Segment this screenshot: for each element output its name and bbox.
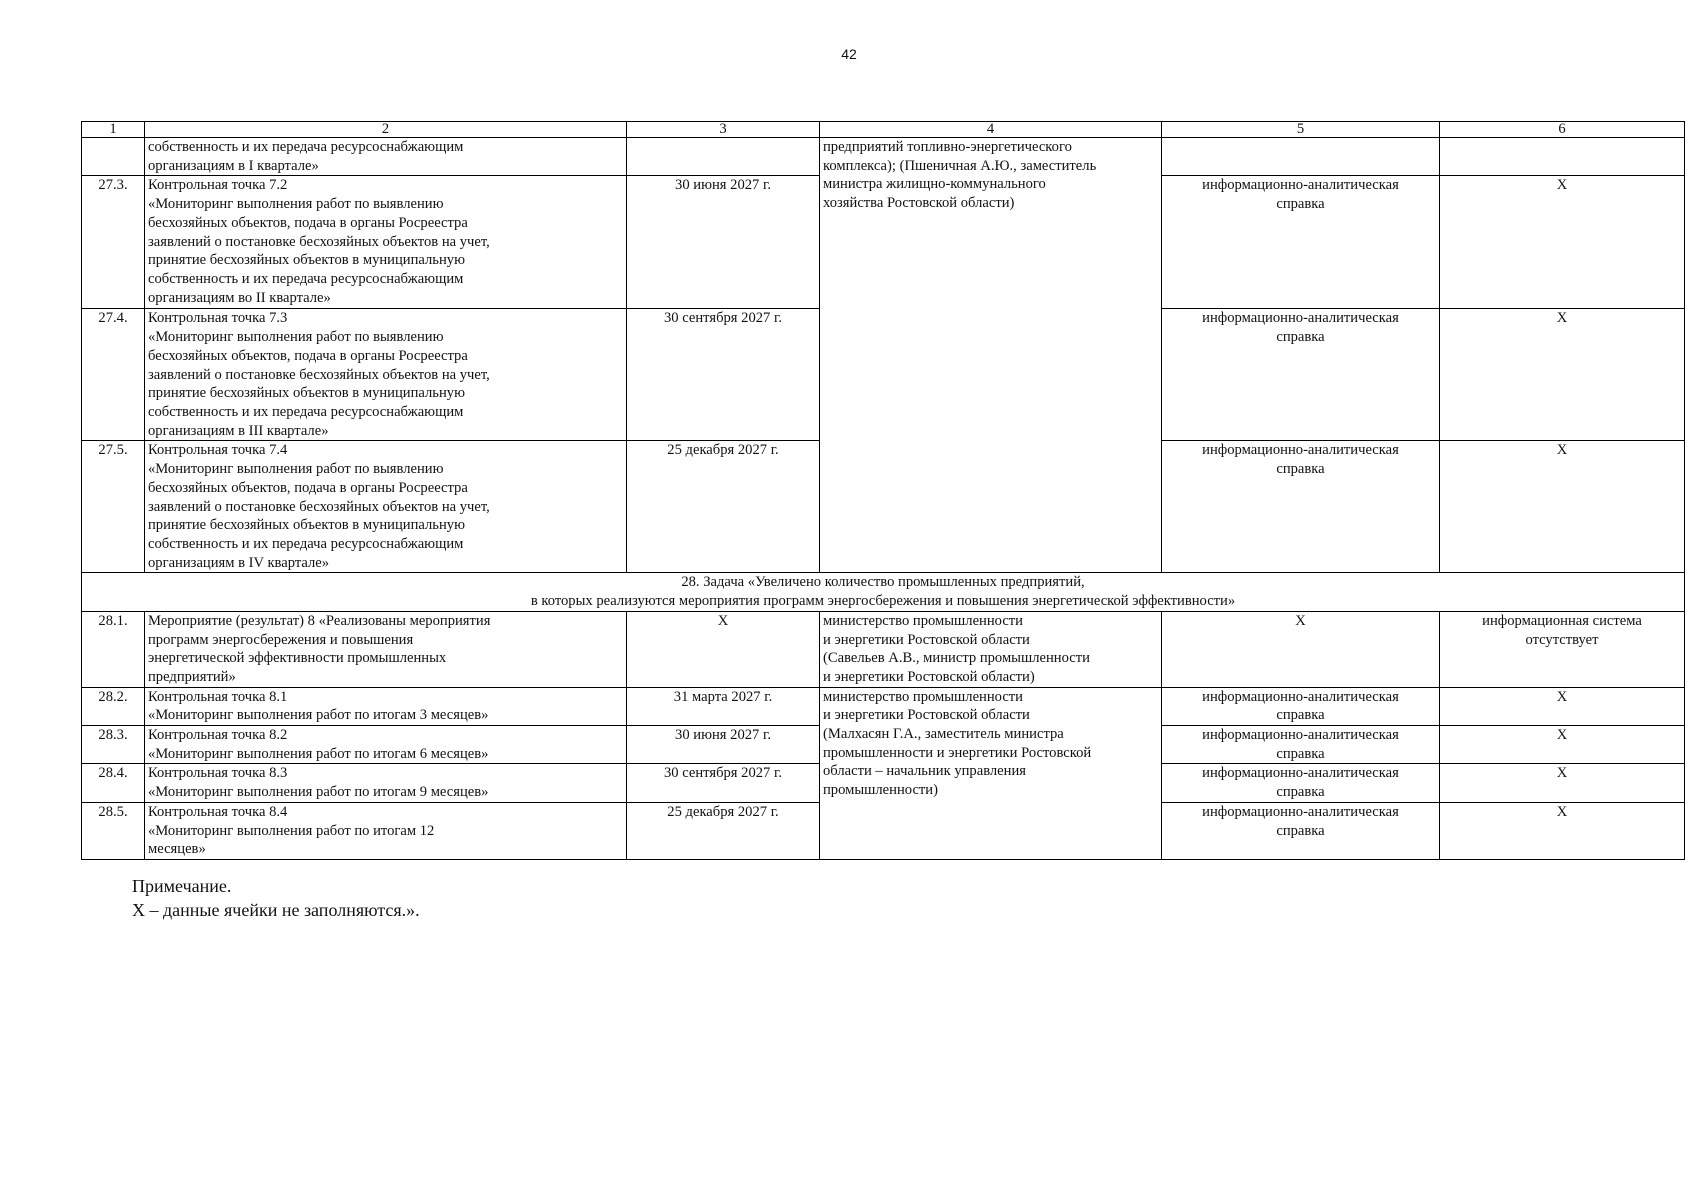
note-title: Примечание. — [132, 876, 232, 896]
column-header-2: 2 — [145, 122, 627, 138]
cell-responsible: министерство промышленности и энергетики Ростовской области (Малхасян Г.А., заместитель министра промышленности и энергетики Ростовской области – начальник управления промышленности) — [820, 687, 1162, 859]
page-number: 42 — [841, 46, 857, 62]
task-28-title: 28. Задача «Увеличено количество промышленных предприятий, в которых реализуются мероприятия программ энергосбережения и повышения энергетической эффективности» — [82, 573, 1685, 611]
column-header-5: 5 — [1162, 122, 1440, 138]
cell-num: 28.4. — [82, 764, 145, 802]
cell-document: X — [1162, 611, 1440, 687]
cell-description: Контрольная точка 8.2 «Мониторинг выполнения работ по итогам 6 месяцев» — [145, 726, 627, 764]
cell-info-system — [1440, 138, 1685, 176]
note-block — [132, 874, 420, 922]
column-header-row — [82, 122, 1685, 138]
measures-table — [81, 121, 1685, 860]
cell-num: 28.3. — [82, 726, 145, 764]
cell-num: 28.5. — [82, 802, 145, 859]
cell-num — [82, 138, 145, 176]
table-row-continuation — [82, 138, 1685, 176]
column-header-6: 6 — [1440, 122, 1685, 138]
column-header-4: 4 — [820, 122, 1162, 138]
cell-document: информационно-аналитическая справка — [1162, 309, 1440, 441]
task-row-28 — [82, 573, 1685, 611]
cell-description: Контрольная точка 8.1 «Мониторинг выполнения работ по итогам 3 месяцев» — [145, 687, 627, 725]
cell-document: информационно-аналитическая справка — [1162, 176, 1440, 309]
cell-description: Контрольная точка 7.3 «Мониторинг выполнения работ по выявлению бесхозяйных объектов, подача в органы Росреестра заявлений о постановке бесхозяйных объектов на учет, принятие бесхозяйных объектов в муниципальную собственность и их передача ресурсоснабжающим организациям в III квартале» — [145, 309, 627, 441]
cell-responsible: министерство промышленности и энергетики Ростовской области (Савельев А.В., министр промышленности и энергетики Ростовской области) — [820, 611, 1162, 687]
note-text: X – данные ячейки не заполняются.». — [132, 900, 420, 920]
column-header-1: 1 — [82, 122, 145, 138]
cell-num: 28.1. — [82, 611, 145, 687]
cell-deadline: 31 марта 2027 г. — [627, 687, 820, 725]
cell-info-system: X — [1440, 802, 1685, 859]
cell-deadline: 30 сентября 2027 г. — [627, 764, 820, 802]
cell-deadline: X — [627, 611, 820, 687]
cell-info-system: X — [1440, 726, 1685, 764]
cell-num: 27.5. — [82, 441, 145, 573]
cell-deadline — [627, 138, 820, 176]
cell-description: Контрольная точка 7.4 «Мониторинг выполнения работ по выявлению бесхозяйных объектов, подача в органы Росреестра заявлений о постановке бесхозяйных объектов на учет, принятие бесхозяйных объектов в муниципальную собственность и их передача ресурсоснабжающим организациям в IV квартале» — [145, 441, 627, 573]
cell-document — [1162, 138, 1440, 176]
column-header-3: 3 — [627, 122, 820, 138]
cell-description: Мероприятие (результат) 8 «Реализованы мероприятия программ энергосбережения и повышения энергетической эффективности промышленных предприятий» — [145, 611, 627, 687]
cell-num: 27.3. — [82, 176, 145, 309]
cell-info-system: X — [1440, 764, 1685, 802]
cell-description: собственность и их передача ресурсоснабжающим организациям в I квартале» — [145, 138, 627, 176]
cell-info-system: информационная система отсутствует — [1440, 611, 1685, 687]
cell-description: Контрольная точка 8.3 «Мониторинг выполнения работ по итогам 9 месяцев» — [145, 764, 627, 802]
table-row-28-2 — [82, 687, 1685, 725]
cell-info-system: X — [1440, 309, 1685, 441]
cell-document: информационно-аналитическая справка — [1162, 441, 1440, 573]
cell-num: 27.4. — [82, 309, 145, 441]
cell-document: информационно-аналитическая справка — [1162, 687, 1440, 725]
cell-num: 28.2. — [82, 687, 145, 725]
cell-info-system: X — [1440, 687, 1685, 725]
cell-deadline: 30 июня 2027 г. — [627, 726, 820, 764]
cell-info-system: X — [1440, 441, 1685, 573]
cell-document: информационно-аналитическая справка — [1162, 802, 1440, 859]
cell-deadline: 30 сентября 2027 г. — [627, 309, 820, 441]
cell-responsible: предприятий топливно-энергетического комплекса); (Пшеничная А.Ю., заместитель министра жилищно-коммунального хозяйства Ростовской области) — [820, 138, 1162, 573]
cell-info-system: X — [1440, 176, 1685, 309]
cell-document: информационно-аналитическая справка — [1162, 726, 1440, 764]
cell-deadline: 25 декабря 2027 г. — [627, 802, 820, 859]
cell-document: информационно-аналитическая справка — [1162, 764, 1440, 802]
cell-deadline: 30 июня 2027 г. — [627, 176, 820, 309]
table-row-28-1 — [82, 611, 1685, 687]
cell-deadline: 25 декабря 2027 г. — [627, 441, 820, 573]
cell-description: Контрольная точка 7.2 «Мониторинг выполнения работ по выявлению бесхозяйных объектов, подача в органы Росреестра заявлений о постановке бесхозяйных объектов на учет, принятие бесхозяйных объектов в муниципальную собственность и их передача ресурсоснабжающим организациям во II квартале» — [145, 176, 627, 309]
cell-description: Контрольная точка 8.4 «Мониторинг выполнения работ по итогам 12 месяцев» — [145, 802, 627, 859]
